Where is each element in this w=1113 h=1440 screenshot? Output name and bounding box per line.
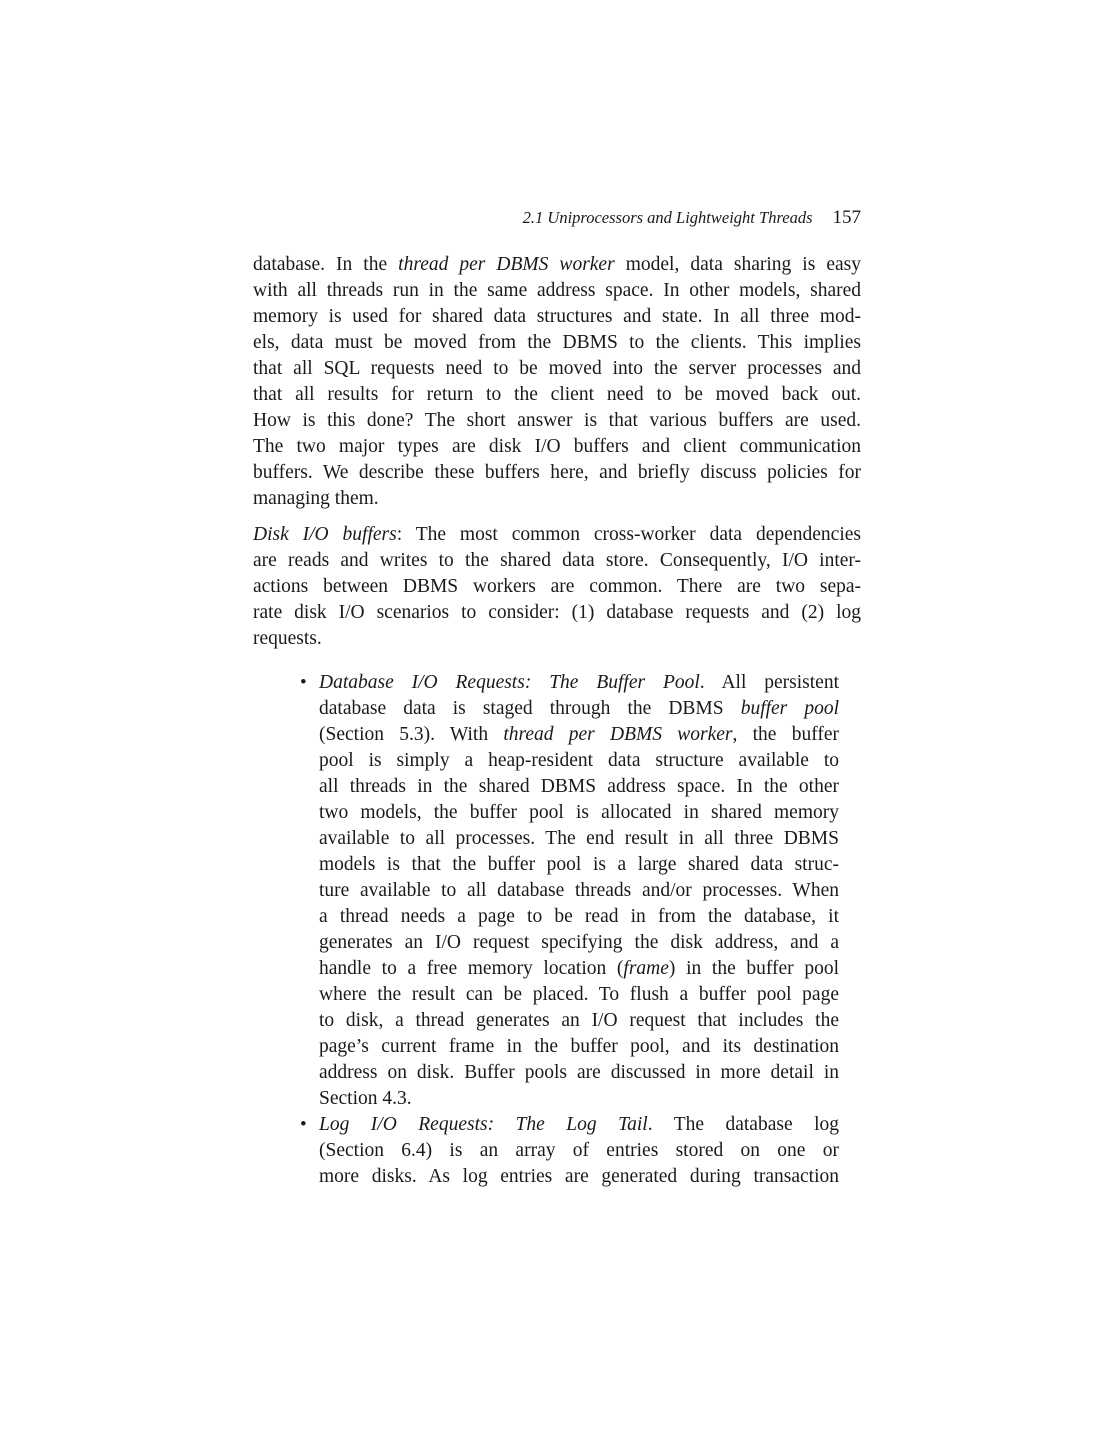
text-run: with all threads run in the same address space. In other models, shared — [253, 280, 861, 301]
text-line — [253, 434, 861, 460]
text-run: models is that the buffer pool is a large shared data struc- — [319, 854, 839, 875]
text-run: generates an I/O request specifying the disk address, and a — [319, 932, 839, 953]
text-line — [319, 930, 839, 956]
text-line — [253, 522, 861, 548]
text-run: actions between DBMS workers are common. There are two sepa- — [253, 576, 861, 597]
italic-text: thread per DBMS worker — [503, 724, 733, 745]
text-line — [319, 982, 839, 1008]
text-run: model, data sharing is easy — [614, 254, 861, 275]
italic-text: Database I/O Requests: The Buffer Pool — [319, 672, 700, 693]
text-line — [253, 460, 861, 486]
text-run: database. In the — [253, 254, 399, 275]
text-run: How is this done? The short answer is that various buffers are used. — [253, 410, 861, 431]
italic-text: buffer pool — [740, 698, 840, 719]
text-run: ture available to all database threads and/or processes. When — [319, 880, 839, 901]
text-line — [319, 1112, 839, 1138]
text-run: where the result can be placed. To flush a buffer pool page — [319, 984, 839, 1005]
text-line — [253, 548, 861, 574]
text-run: memory is used for shared data structures and state. In all three mod- — [253, 306, 861, 327]
text-run: all threads in the shared DBMS address space. In the other — [319, 776, 839, 797]
text-line — [319, 1138, 839, 1164]
text-run: address on disk. Buffer pools are discussed in more detail in — [319, 1062, 839, 1083]
text-line — [319, 696, 839, 722]
text-run: are reads and writes to the shared data store. Consequently, I/O inter- — [253, 550, 861, 571]
paragraph-disk-io-buffers — [253, 522, 861, 652]
text-run: managing them. — [253, 488, 379, 509]
paragraph-intro — [253, 252, 861, 512]
text-run: Section 4.3. — [319, 1088, 412, 1109]
text-line — [253, 486, 861, 512]
text-run: ) in the buffer pool — [668, 958, 840, 979]
text-run: more disks. As log entries are generated during transaction — [319, 1166, 839, 1187]
text-line — [253, 382, 861, 408]
section-title: 2.1 Uniprocessors and Lightweight Threads — [522, 208, 813, 227]
text-run: database data is staged through the DBMS — [319, 698, 741, 719]
text-run: that all results for return to the client need to be moved back out. — [253, 384, 861, 405]
text-run: rate disk I/O scenarios to consider: (1) database requests and (2) log — [253, 602, 861, 623]
text-line — [253, 304, 861, 330]
text-line — [253, 356, 861, 382]
text-line — [319, 1086, 839, 1112]
text-run: , the buffer — [732, 724, 839, 745]
text-line — [253, 408, 861, 434]
text-run: page’s current frame in the buffer pool, and its destination — [319, 1036, 839, 1057]
text-line — [319, 1034, 839, 1060]
page-number: 157 — [832, 207, 861, 228]
text-run: els, data must be moved from the DBMS to the clients. This implies — [253, 332, 861, 353]
text-line — [319, 1060, 839, 1086]
text-run: buffers. We describe these buffers here, and briefly discuss policies for — [253, 462, 861, 483]
text-line — [319, 826, 839, 852]
text-line — [319, 748, 839, 774]
italic-text: thread per DBMS worker — [398, 254, 615, 275]
bullet-marker: • — [300, 672, 307, 693]
text-line — [319, 1008, 839, 1034]
text-run: to disk, a thread generates an I/O request that includes the — [319, 1010, 839, 1031]
text-line — [319, 800, 839, 826]
text-line — [319, 774, 839, 800]
text-run: available to all processes. The end result in all three DBMS — [319, 828, 839, 849]
text-line — [319, 670, 839, 696]
text-run: that all SQL requests need to be moved into the server processes and — [253, 358, 861, 379]
text-line — [319, 904, 839, 930]
text-run: pool is simply a heap-resident data structure available to — [319, 750, 839, 771]
text-line — [253, 278, 861, 304]
text-run: (Section 6.4) is an array of entries stored on one or — [319, 1140, 839, 1161]
italic-text: frame — [623, 958, 669, 979]
text-line — [319, 1164, 839, 1190]
text-line — [253, 626, 861, 652]
text-line — [253, 574, 861, 600]
text-line — [319, 878, 839, 904]
bullet-item-log-tail — [300, 1112, 839, 1190]
text-line — [319, 852, 839, 878]
text-run: a thread needs a page to be read in from the database, it — [319, 906, 839, 927]
text-run: . All persistent — [699, 672, 839, 693]
text-line — [319, 956, 839, 982]
text-run: handle to a free memory location ( — [319, 958, 624, 979]
text-run: requests. — [253, 628, 322, 649]
text-run: . The database log — [647, 1114, 839, 1135]
text-run: two models, the buffer pool is allocated in shared memory — [319, 802, 839, 823]
running-header — [253, 207, 861, 231]
italic-text: Disk I/O buffers — [253, 524, 397, 545]
italic-text: Log I/O Requests: The Log Tail — [319, 1114, 648, 1135]
text-run: The two major types are disk I/O buffers and client communication — [253, 436, 861, 457]
text-line — [253, 252, 861, 278]
text-line — [253, 330, 861, 356]
text-line — [253, 600, 861, 626]
text-run: (Section 5.3). With — [319, 724, 504, 745]
text-run: : The most common cross-worker data dependencies — [396, 524, 861, 545]
bullet-marker: • — [300, 1114, 307, 1135]
text-line — [319, 722, 839, 748]
bullet-item-buffer-pool — [300, 670, 840, 1112]
